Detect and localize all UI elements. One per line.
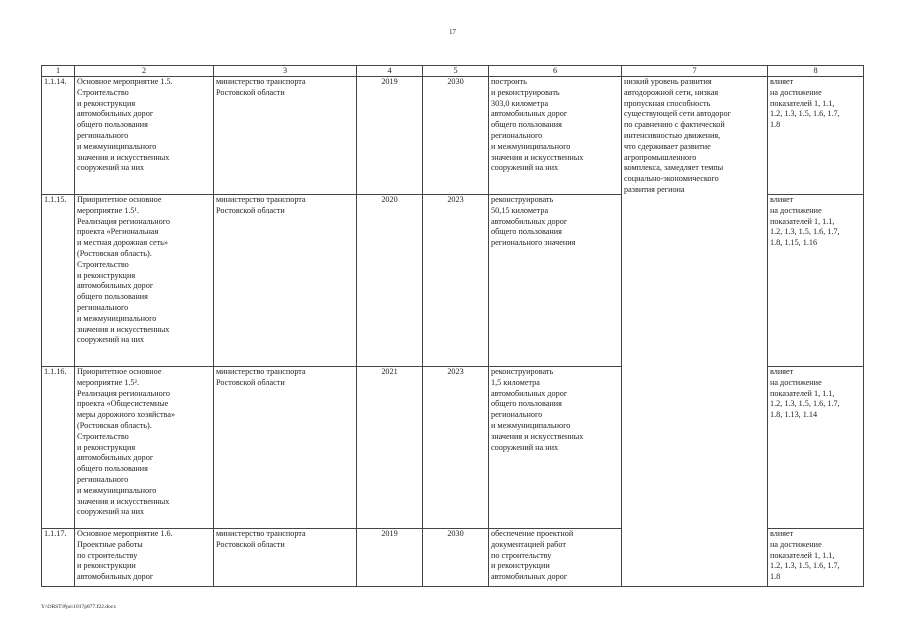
measure-name: Приоритетное основное мероприятие 1.5¹. Реализация регионального проекта «Региональная и местная дорожная сеть» (Ростовская область). Строительство и реконструкция автомобильных дорог общего пользования регионального и межмуниципального значения и искусственных сооружений на них — [75, 195, 214, 367]
end-year: 2023 — [423, 367, 489, 529]
col-header-2: 2 — [75, 66, 214, 77]
executor: министерство транспорта Ростовской области — [214, 367, 357, 529]
measure-name: Приоритетное основное мероприятие 1.5². Реализация регионального проекта «Общесистемные меры дорожного хозяйства» (Ростовская область). Строительство и реконструкция автомобильных дорог общего пользования регионального и межмуниципального значения и искусственных сооружений на них — [75, 367, 214, 529]
expected-result: обеспечение проектной документацией работ по строительству и реконструкции автомобильных дорог — [489, 529, 622, 587]
indicator-impact: влияет на достижение показателей 1, 1.1, 1.2, 1.3, 1.5, 1.6, 1.7, 1.8, 1.13, 1.14 — [768, 367, 864, 529]
measure-name: Основное мероприятие 1.6. Проектные работы по строительству и реконструкции автомобильных дорог — [75, 529, 214, 587]
page-number: 17 — [449, 28, 456, 36]
expected-result: реконструировать 50,15 километра автомобильных дорог общего пользования регионального значения — [489, 195, 622, 367]
indicator-impact: влияет на достижение показателей 1, 1.1, 1.2, 1.3, 1.5, 1.6, 1.7, 1.8 — [768, 77, 864, 195]
start-year: 2019 — [357, 77, 423, 195]
executor: министерство транспорта Ростовской области — [214, 195, 357, 367]
start-year: 2021 — [357, 367, 423, 529]
col-header-3: 3 — [214, 66, 357, 77]
executor: министерство транспорта Ростовской области — [214, 529, 357, 587]
table-row — [42, 77, 864, 195]
indicator-impact: влияет на достижение показателей 1, 1.1, 1.2, 1.3, 1.5, 1.6, 1.7, 1.8, 1.15, 1.16 — [768, 195, 864, 367]
measure-name: Основное мероприятие 1.5. Строительство и реконструкция автомобильных дорог общего пользования регионального и межмуниципального значения и искусственных сооружений на них — [75, 77, 214, 195]
row-number: 1.1.14. — [42, 77, 75, 195]
expected-result: реконструировать 1,5 километра автомобильных дорог общего пользования регионального и межмуниципального значения и искусственных сооружений на них — [489, 367, 622, 529]
col-header-1: 1 — [42, 66, 75, 77]
executor: министерство транспорта Ростовской области — [214, 77, 357, 195]
end-year: 2030 — [423, 77, 489, 195]
measures-table — [41, 65, 864, 587]
col-header-4: 4 — [357, 66, 423, 77]
col-header-6: 6 — [489, 66, 622, 77]
header-row — [42, 66, 864, 77]
col-header-8: 8 — [768, 66, 864, 77]
file-path-footer: Y:\ORST\Ppo\1017p877.f22.docx — [41, 604, 116, 610]
start-year: 2019 — [357, 529, 423, 587]
end-year: 2023 — [423, 195, 489, 367]
row-number: 1.1.15. — [42, 195, 75, 367]
indicator-impact: влияет на достижение показателей 1, 1.1, 1.2, 1.3, 1.5, 1.6, 1.7, 1.8 — [768, 529, 864, 587]
col-header-5: 5 — [423, 66, 489, 77]
expected-result: построить и реконструировать 303,0 километра автомобильных дорог общего пользования регионального и межмуниципального значения и искусственных сооружений на них — [489, 77, 622, 195]
consequence-text: низкий уровень развития автодорожной сети, низкая пропускная способность существующей сети автодорог по сравнению с фактической интенсивностью движения, что сдерживает развитие агропромышленного комплекса, замедляет темпы социально-экономического развития региона — [622, 77, 768, 587]
start-year: 2020 — [357, 195, 423, 367]
row-number: 1.1.16. — [42, 367, 75, 529]
end-year: 2030 — [423, 529, 489, 587]
col-header-7: 7 — [622, 66, 768, 77]
row-number: 1.1.17. — [42, 529, 75, 587]
